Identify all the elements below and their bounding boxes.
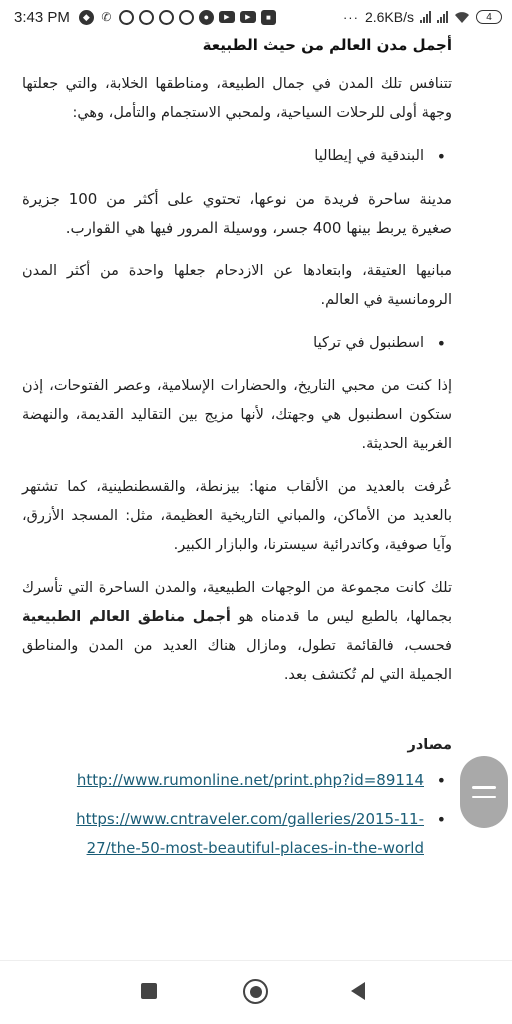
article xyxy=(22,34,452,863)
closing-paragraph xyxy=(22,574,452,690)
signal-icon-2 xyxy=(437,11,448,23)
more-dots: ··· xyxy=(342,9,359,25)
signal-icon xyxy=(420,11,431,23)
status-time: 3:43 PM xyxy=(14,8,70,26)
app-icon: ■ xyxy=(261,10,276,25)
sync-icon-1 xyxy=(119,10,134,25)
source-item-2 xyxy=(22,805,452,863)
source-link-2[interactable]: • https://www.cntraveler.com/galleries/2015-11-27/the-50-most-beautiful-places-in-the-world xyxy=(76,810,424,857)
sync-icon-4 xyxy=(179,10,194,25)
youtube-icon: ▶ xyxy=(219,11,235,23)
menu-icon-line-2 xyxy=(472,796,496,799)
status-bar xyxy=(0,0,512,34)
whatsapp-icon: ✆ xyxy=(101,10,112,24)
source-link-1[interactable]: • http://www.rumonline.net/print.php?id=89114 xyxy=(76,771,424,789)
notification-icon: ● xyxy=(199,10,214,25)
navigation-bar xyxy=(0,960,512,1024)
istanbul-paragraph-2: عُرفت بالعديد من الألقاب منها: بيزنطة، والقسطنطينية، كما تشتهر بالعديد من الأماكن، والمباني التاريخية العظيمة، مثل: المسجد الأزرق، وآيا صوفية، وكاتدرائية سيسترنا، والبازار الكبير. xyxy=(22,479,452,553)
intro-paragraph: تتنافس تلك المدن في جمال الطبيعة، ومناطقها الخلابة، والتي جعلتها وجهة أولى للرحلات السياحية، ولمحبي الاستجمام والتأمل، وهي: xyxy=(22,76,452,121)
menu-icon-line-1 xyxy=(472,786,496,789)
youtube-icon-2: ▶ xyxy=(240,11,256,23)
recents-icon[interactable] xyxy=(141,983,157,999)
sources-heading: مصادر xyxy=(407,737,452,753)
status-left xyxy=(14,9,276,26)
closing-text-start: تلك كانت مجموعة من الوجهات الطبيعية، والمدن الساحرة التي تأسرك بجمالها، بالطبع ليس ما قدمناه هو xyxy=(22,580,452,625)
closing-bold-text: أجمل مناطق العالم الطبيعية xyxy=(22,609,231,625)
messenger-icon: ◆ xyxy=(79,10,94,25)
venice-paragraph-2: مبانيها العتيقة، وابتعادها عن الازدحام جعلها واحدة من أكثر المدن الرومانسية في العالم. xyxy=(22,263,452,308)
battery-level: 4 xyxy=(486,11,492,23)
home-icon[interactable] xyxy=(243,979,268,1004)
sync-icon-2 xyxy=(139,10,154,25)
section-heading: أجمل مدن العالم من حيث الطبيعة xyxy=(202,36,452,54)
istanbul-paragraph-1: إذا كنت من محبي التاريخ، والحضارات الإسلامية، وعصر الفتوحات، إذن ستكون اسطنبول هي وجهتك، لأنها مزيج بين التقاليد القديمة، والنهضة الغربية الحديثة. xyxy=(22,378,452,452)
back-icon[interactable] xyxy=(351,982,365,1000)
closing-text-end: فحسب، فالقائمة تطول، ومازال هناك العديد من المدن والمناطق الجميلة التي لم تُكتشف بعد. xyxy=(22,638,452,683)
bullet-venice: • البندقية في إيطاليا xyxy=(22,142,452,171)
bullet-istanbul: • اسطنبول في تركيا xyxy=(22,329,452,358)
sync-icon-3 xyxy=(159,10,174,25)
battery-icon xyxy=(476,10,502,24)
floating-menu-button[interactable] xyxy=(460,756,508,828)
wifi-icon xyxy=(454,10,470,24)
network-speed: 2.6KB/s xyxy=(364,9,414,25)
venice-paragraph-1: مدينة ساحرة فريدة من نوعها، تحتوي على أكثر من 100 جزيرة صغيرة يربط بينها 400 جسر، ووسيلة المرور فيها هي القوارب. xyxy=(22,190,452,237)
status-right xyxy=(343,9,502,25)
source-item-1 xyxy=(22,766,452,795)
